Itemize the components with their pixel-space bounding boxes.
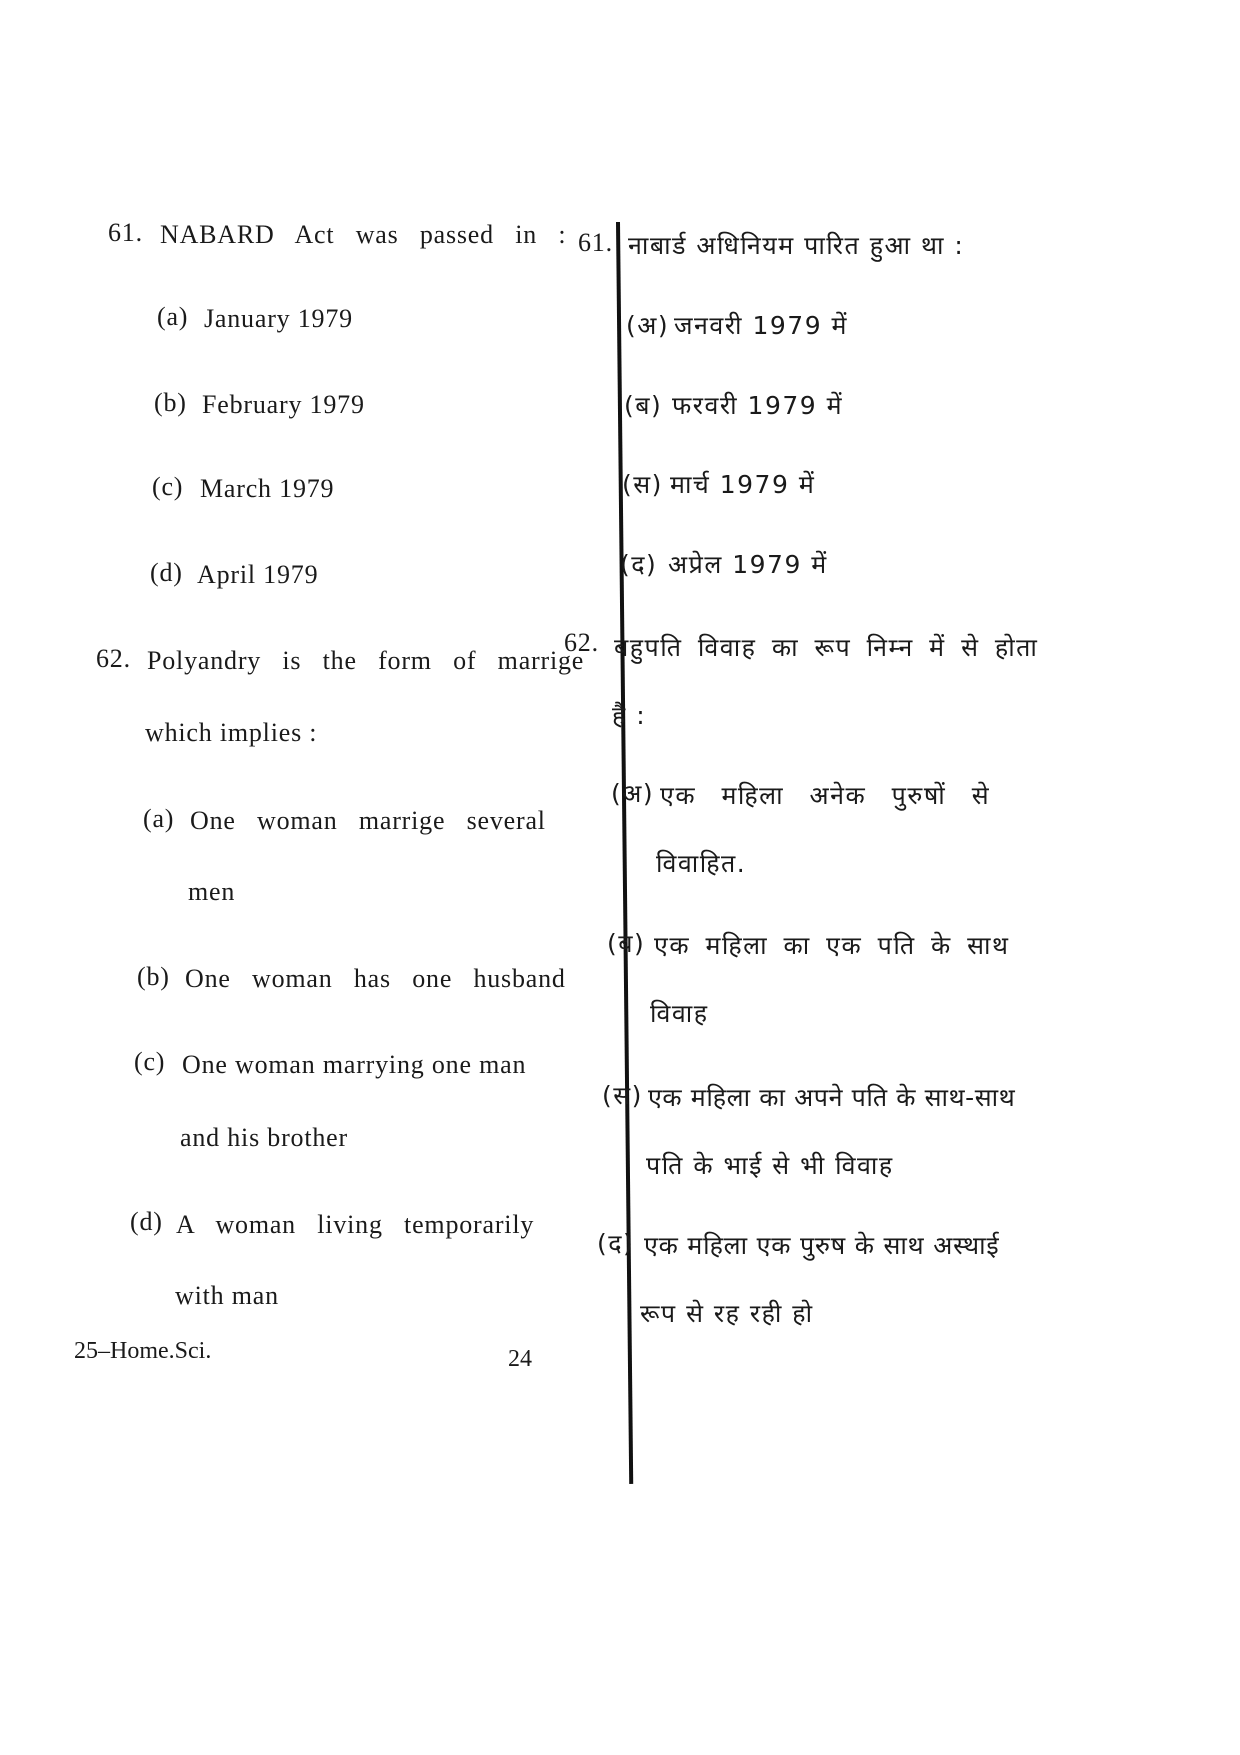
option-label-hindi: (स) — [602, 1081, 643, 1110]
option-label: (c) — [134, 1047, 166, 1076]
option-text-hindi: अप्रेल 1979 में — [668, 550, 828, 579]
option-label-hindi: (ब) — [607, 929, 646, 958]
option-label: (d) — [130, 1207, 163, 1236]
option-text-hindi: फरवरी 1979 में — [672, 391, 844, 420]
option-label: (b) — [137, 962, 170, 991]
option-text-line1-hindi: एक महिला एक पुरुष के साथ अस्थाई — [644, 1231, 1000, 1260]
question-62-text-line2-hindi: है : — [612, 701, 647, 730]
option-text-line1: A woman living temporarily — [176, 1210, 535, 1239]
option-label: (a) — [143, 804, 175, 833]
question-62-number: 62. — [96, 644, 131, 673]
option-text-line2-hindi: विवाहित. — [656, 849, 747, 878]
option-text: April 1979 — [197, 560, 319, 589]
option-label: (d) — [150, 558, 183, 587]
option-text-hindi: मार्च 1979 में — [670, 470, 816, 499]
question-62-text-line1-hindi: बहुपति विवाह का रूप निम्न में से होता — [614, 633, 1039, 662]
option-text-hindi: जनवरी 1979 में — [674, 311, 848, 340]
option-label: (c) — [152, 472, 184, 501]
option-text-line1-hindi: एक महिला का अपने पति के साथ-साथ — [648, 1083, 1016, 1112]
option-label-hindi: (द) — [597, 1229, 635, 1258]
option-text-line2: with man — [175, 1281, 279, 1310]
option-text-line1: One woman marrige several — [190, 806, 546, 835]
option-text: January 1979 — [204, 304, 353, 333]
option-label-hindi: (ब) — [624, 391, 663, 420]
option-text-line1: One woman has one husband — [185, 964, 566, 993]
option-text-line2: and his brother — [180, 1123, 348, 1152]
option-label: (b) — [154, 388, 187, 417]
option-text-line2-hindi: विवाह — [650, 999, 709, 1028]
option-label-hindi: (अ) — [611, 779, 655, 808]
option-text: February 1979 — [202, 390, 365, 419]
option-text-line2-hindi: पति के भाई से भी विवाह — [646, 1151, 894, 1180]
option-label-hindi: (अ) — [626, 311, 670, 340]
question-61-number: 61. — [108, 218, 143, 247]
option-text: March 1979 — [200, 474, 335, 503]
question-62-number-hindi: 62. — [564, 628, 599, 657]
option-text-line1-hindi: एक महिला अनेक पुरुषों से — [660, 781, 991, 810]
option-text-line2: men — [188, 877, 236, 906]
option-text-line1-hindi: एक महिला का एक पति के साथ — [654, 931, 1010, 960]
question-62-text-line2: which implies : — [145, 718, 318, 747]
question-61-text: NABARD Act was passed in : — [160, 220, 567, 249]
page-number: 24 — [508, 1346, 532, 1372]
option-label-hindi: (द) — [620, 550, 658, 579]
option-text-line2-hindi: रूप से रह रही हो — [640, 1299, 814, 1328]
option-label: (a) — [157, 302, 189, 331]
paper-code: 25–Home.Sci. — [74, 1338, 212, 1364]
question-61-number-hindi: 61. — [578, 228, 613, 257]
option-label-hindi: (स) — [622, 470, 663, 499]
question-62-text-line1: Polyandry is the form of marrige — [147, 646, 585, 675]
question-61-text-hindi: नाबार्ड अधिनियम पारित हुआ था : — [628, 231, 965, 260]
option-text-line1: One woman marrying one man — [182, 1050, 527, 1079]
